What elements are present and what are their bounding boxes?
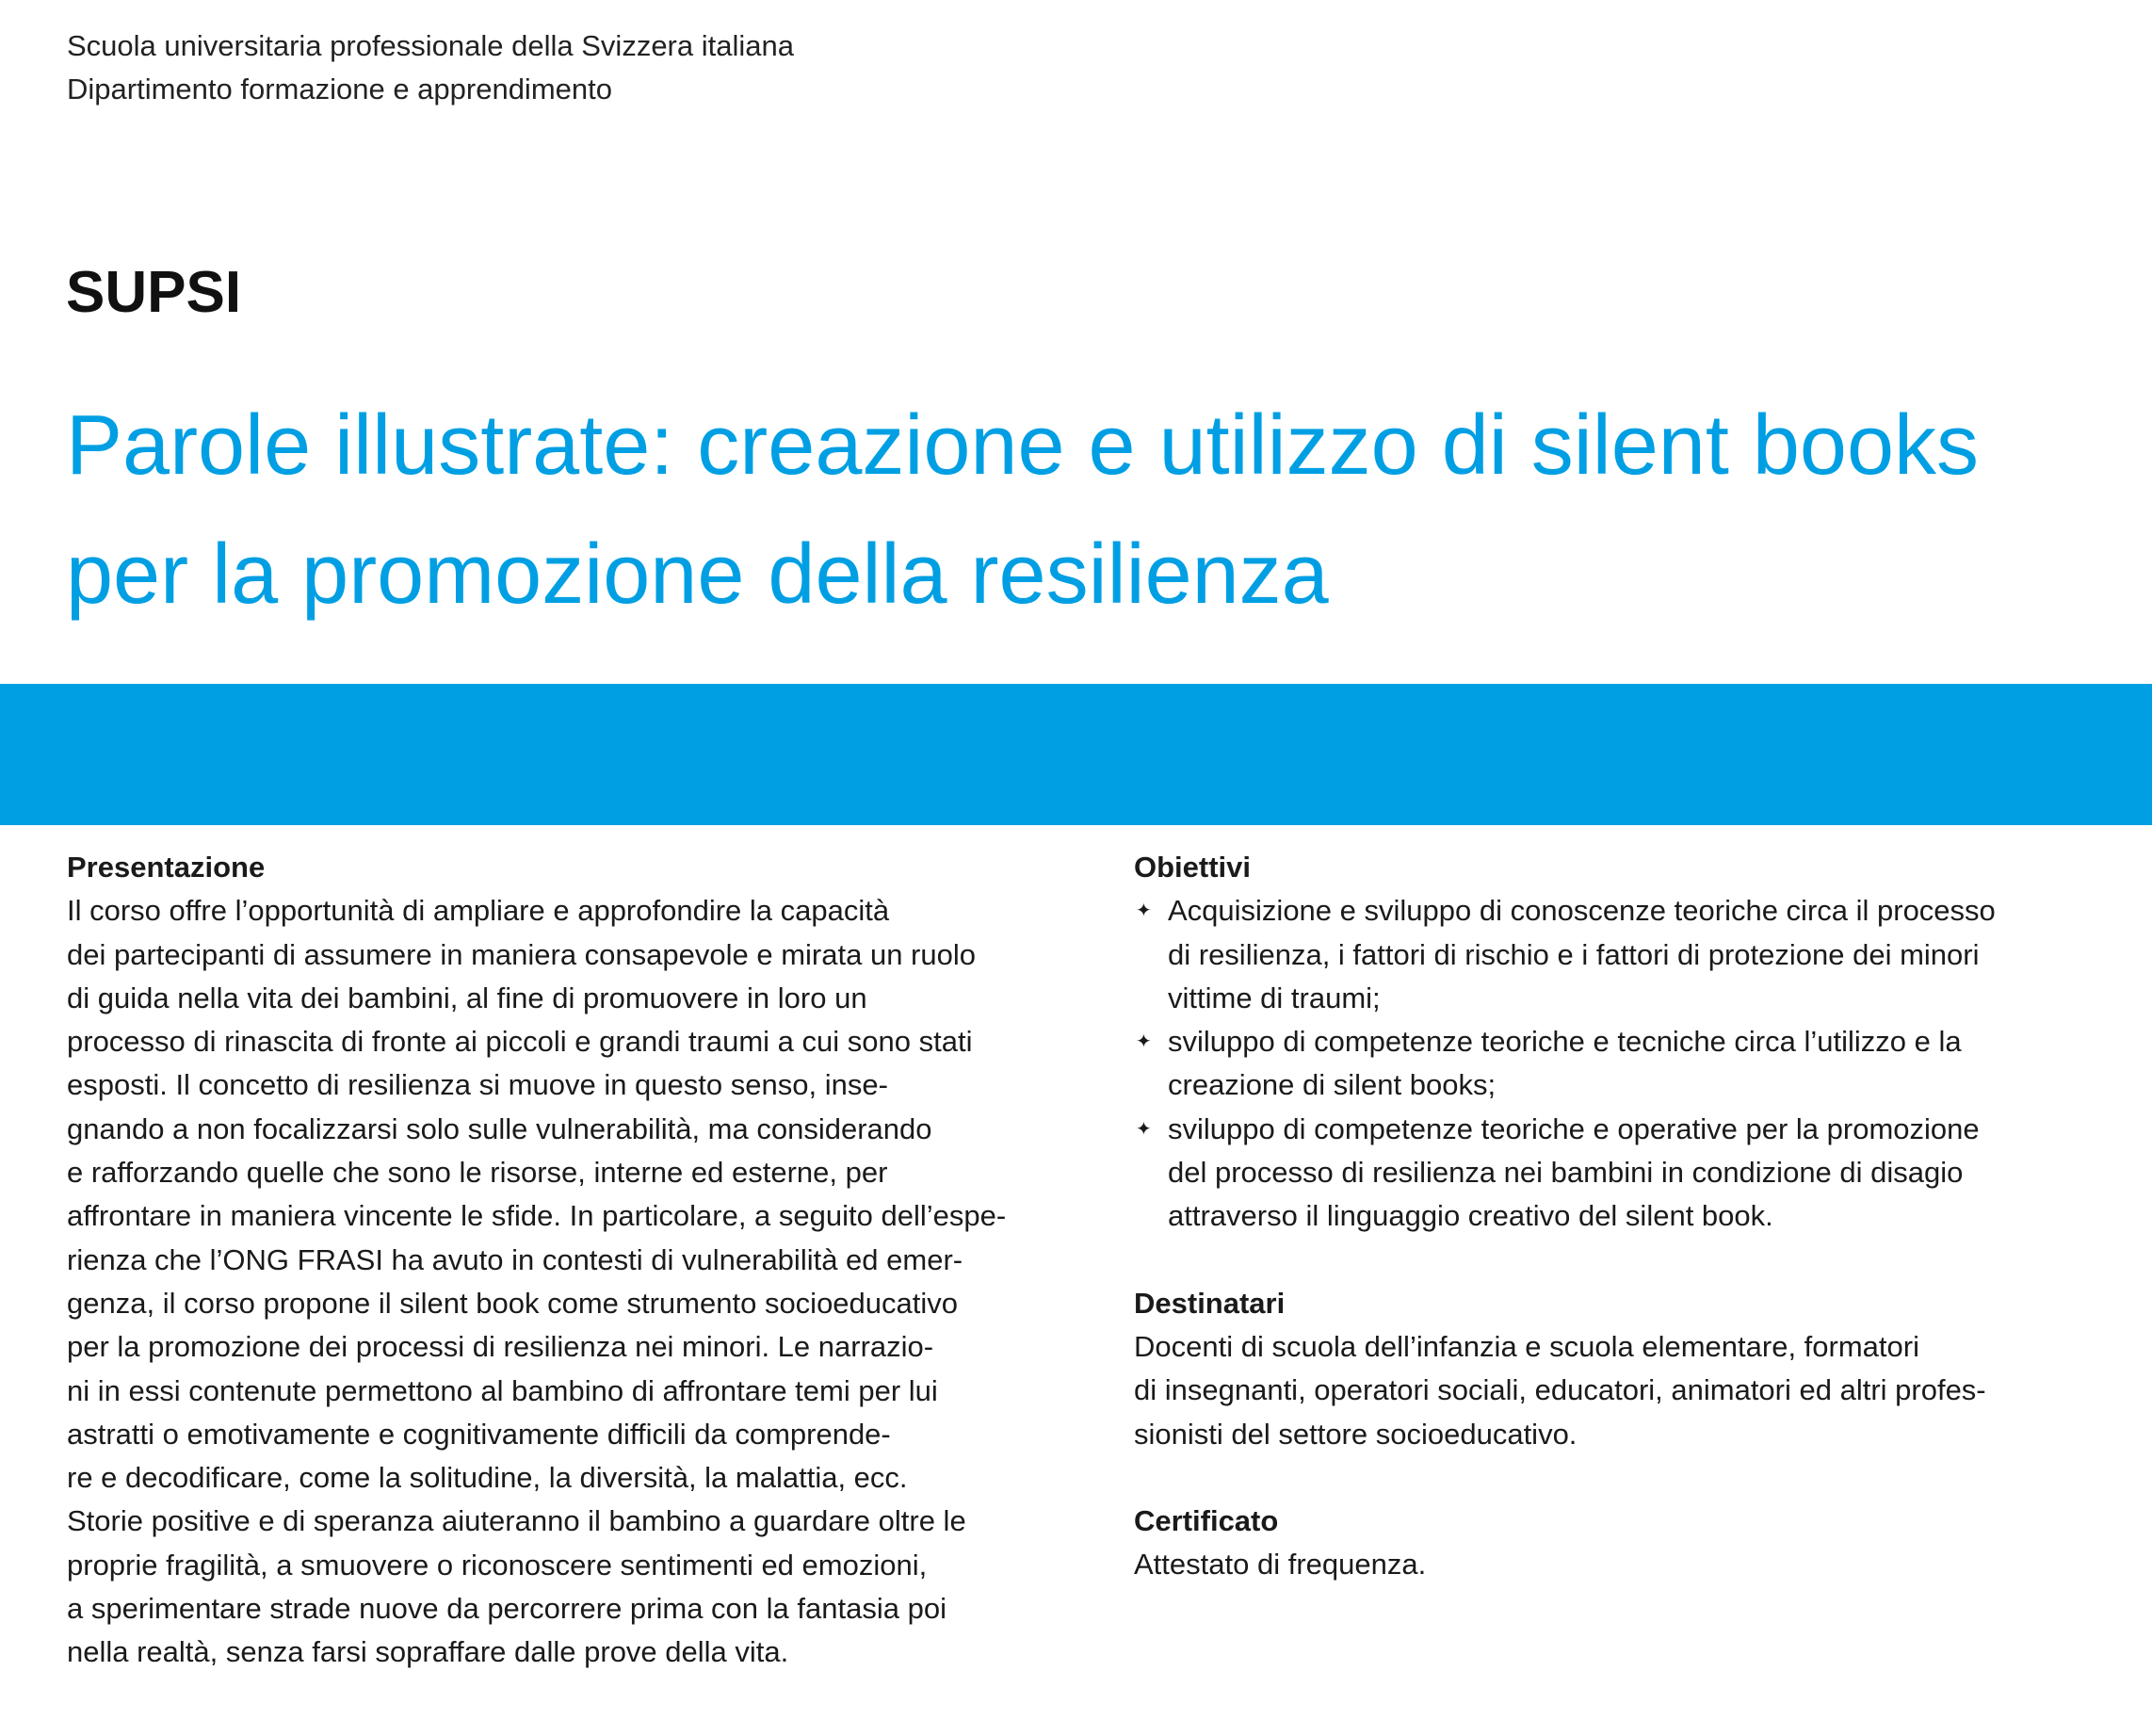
text-line: Il corso offre l’opportunità di ampliare e approfondire la capacità: [67, 894, 890, 928]
obiettivi-item-text: [1168, 889, 2132, 1020]
destinatari-section: [1134, 1282, 2132, 1456]
title-line: per la promozione della resilienza: [66, 527, 1329, 622]
text-line: ni in essi contenute permettono al bambino di affrontare temi per lui: [67, 1373, 938, 1407]
obiettivi-item-text: [1168, 1020, 2132, 1108]
bullet-icon: ✦: [1136, 900, 1152, 922]
title-line: Parole illustrate: creazione e utilizzo di silent books: [66, 398, 1980, 493]
text-line: gnando a non focalizzarsi solo sulle vulnerabilità, ma considerando: [67, 1111, 932, 1145]
text-line: Attestato di frequenza.: [1134, 1548, 1427, 1582]
text-line: sviluppo di competenze teoriche e tecniche circa l’utilizzo e la: [1168, 1025, 1962, 1059]
text-line: vittime di traumi;: [1168, 981, 1381, 1014]
page-title: [66, 381, 2128, 640]
text-line: e rafforzando quelle che sono le risorse, interne ed esterne, per: [67, 1156, 888, 1190]
section-heading: Destinatari: [1134, 1286, 1286, 1320]
obiettivi-item: [1134, 889, 2132, 1020]
text-line: astratti o emotivamente e cognitivamente difficili da comprende-: [67, 1417, 891, 1451]
text-line: rienza che l’ONG FRASI ha avuto in contesti di vulnerabilità ed emer-: [67, 1242, 963, 1276]
text-line: genza, il corso propone il silent book come strumento socioeducativo: [67, 1286, 959, 1320]
text-line: esposti. Il concetto di resilienza si muove in questo senso, inse-: [67, 1068, 888, 1102]
left-column: [67, 846, 1103, 1718]
text-line: proprie fragilità, a smuovere o riconoscere sentimenti ed emozioni,: [67, 1548, 928, 1582]
text-line: per la promozione dei processi di resilienza nei minori. Le narrazio-: [67, 1330, 934, 1364]
header: [67, 24, 794, 111]
text-line: di resilienza, i fattori di rischio e i fattori di protezione dei minori: [1168, 937, 1980, 971]
section-heading: Obiettivi: [1134, 851, 1252, 884]
text-line: Docenti di scuola dell’infanzia e scuola elementare, formatori: [1134, 1329, 1919, 1363]
text-line: sviluppo di competenze teoriche e operative per la promozione: [1168, 1111, 1980, 1145]
obiettivi-item: [1134, 1020, 2132, 1108]
text-line: dei partecipanti di assumere in maniera consapevole e mirata un ruolo: [67, 937, 976, 971]
institution-name: Scuola universitaria professionale della Svizzera italiana: [67, 29, 794, 62]
text-line: Storie positive e di speranza aiuteranno il bambino a guardare oltre le: [67, 1504, 966, 1538]
bullet-icon: ✦: [1136, 1118, 1152, 1140]
supsi-logo: SUPSI: [66, 260, 242, 325]
text-line: di insegnanti, operatori sociali, educatori, animatori ed altri profes-: [1134, 1373, 1986, 1407]
text-line: Acquisizione e sviluppo di conoscenze teoriche circa il processo: [1168, 894, 1996, 928]
text-line: processo di rinascita di fronte ai piccoli e grandi traumi a cui sono stati: [67, 1025, 973, 1059]
text-line: creazione di silent books;: [1168, 1068, 1497, 1102]
accent-band: [0, 684, 2152, 825]
text-line: re e decodificare, come la solitudine, la diversità, la malattia, ecc.: [67, 1461, 908, 1495]
text-line: sionisti del settore socioeducativo.: [1134, 1417, 1578, 1451]
text-line: attraverso il linguaggio creativo del silent book.: [1168, 1199, 1773, 1233]
obiettivi-list: [1134, 889, 2132, 1238]
department-name: Dipartimento formazione e apprendimento: [67, 73, 612, 105]
section-heading: Presentazione: [67, 851, 266, 884]
text-line: a sperimentare strade nuove da percorrere prima con la fantasia poi: [67, 1592, 947, 1626]
text-line: del processo di resilienza nei bambini in condizione di disagio: [1168, 1156, 1964, 1190]
text-line: nella realtà, senza farsi sopraffare dalle prove della vita.: [67, 1635, 789, 1669]
right-column: [1134, 846, 2132, 1630]
presentazione-section: [67, 846, 1103, 1675]
obiettivi-section: [1134, 846, 2132, 1239]
text-line: di guida nella vita dei bambini, al fine di promuovere in loro un: [67, 981, 867, 1014]
certificato-section: [1134, 1500, 2132, 1587]
obiettivi-item-text: [1168, 1108, 2132, 1239]
presentazione-text: [67, 889, 1103, 1674]
certificato-text: [1134, 1543, 2132, 1586]
text-line: affrontare in maniera vincente le sfide. In particolare, a seguito dell’espe-: [67, 1199, 1007, 1233]
bullet-icon: ✦: [1136, 1031, 1152, 1053]
destinatari-text: [1134, 1325, 2132, 1456]
obiettivi-item: [1134, 1108, 2132, 1239]
section-heading: Certificato: [1134, 1503, 1279, 1537]
